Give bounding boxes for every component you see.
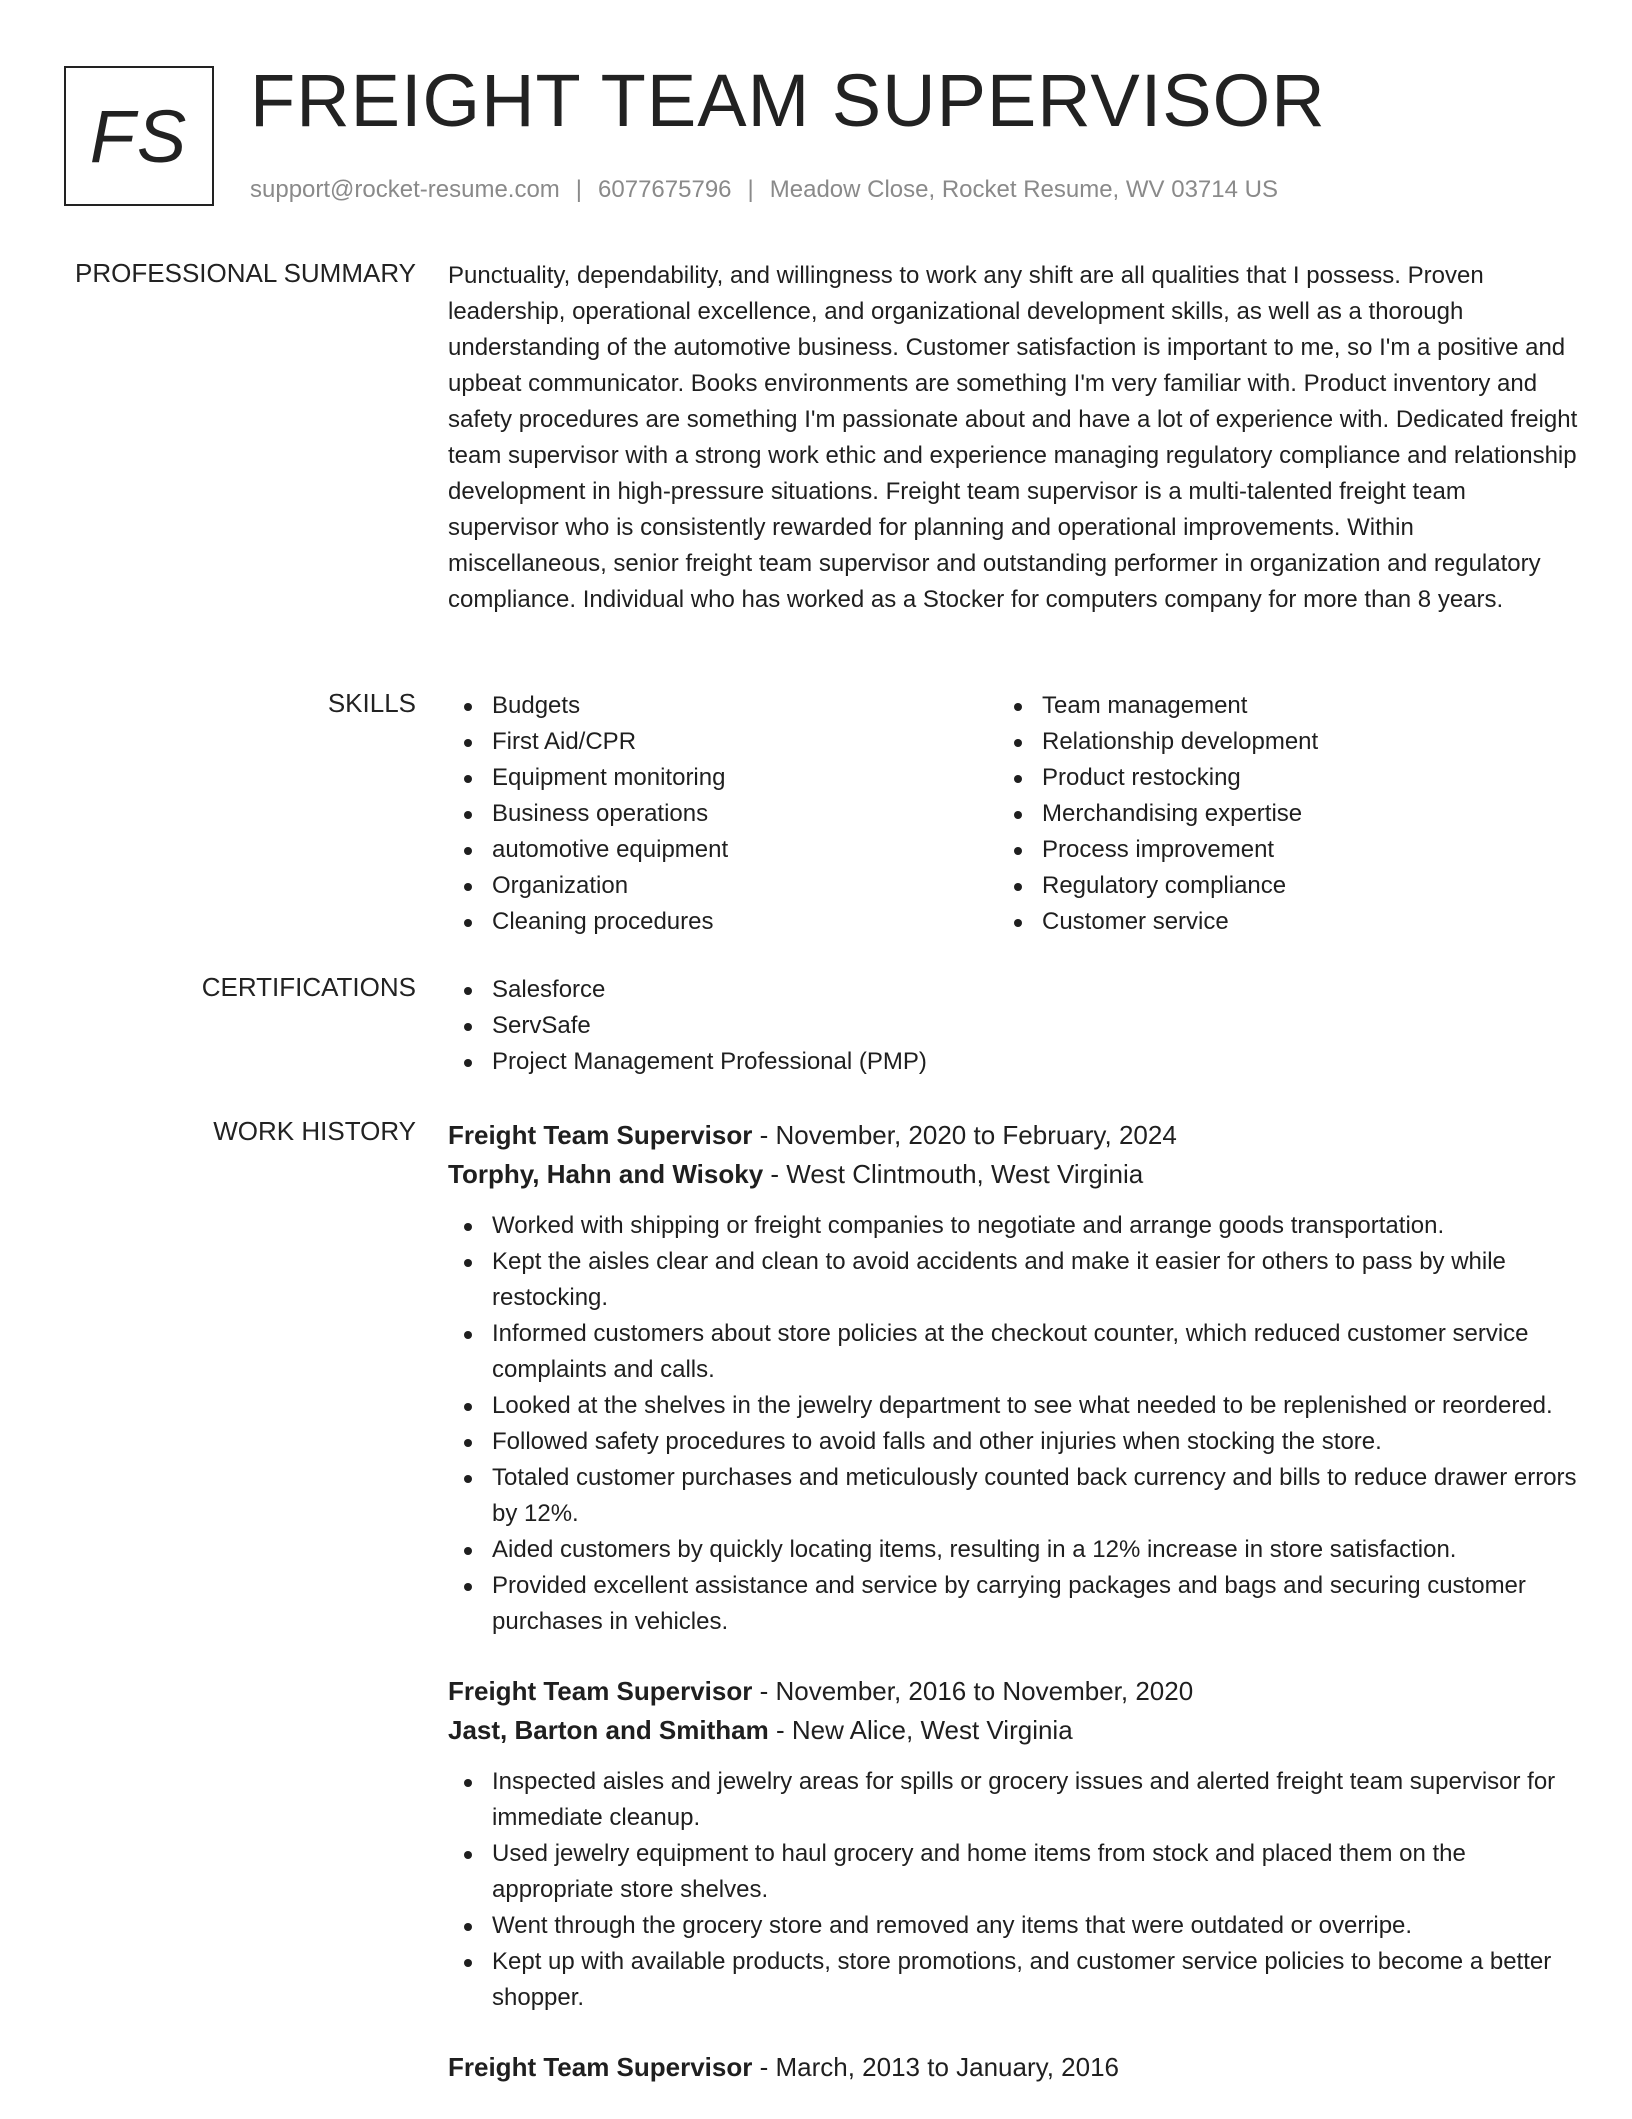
page-title: FREIGHT TEAM SUPERVISOR bbox=[250, 59, 1326, 142]
job-duty-item: Aided customers by quickly locating items, resulting in a 12% increase in store satisfaction. bbox=[448, 1532, 1578, 1568]
job-title-line bbox=[448, 2048, 1578, 2087]
certification-item: ServSafe bbox=[448, 1008, 1578, 1044]
skills-list-left bbox=[448, 688, 998, 940]
job-duties bbox=[448, 1764, 1578, 2016]
job-role: Freight Team Supervisor bbox=[448, 1676, 753, 1706]
skills-column-left bbox=[448, 688, 998, 940]
job-title-line bbox=[448, 1672, 1578, 1711]
work-history-heading: WORK HISTORY bbox=[213, 1116, 416, 1146]
job-dates: - March, 2013 to January, 2016 bbox=[752, 2052, 1119, 2082]
job-title-line bbox=[448, 1116, 1578, 1155]
monogram-badge bbox=[64, 66, 214, 206]
skill-item: Organization bbox=[448, 868, 998, 904]
job-company: Torphy, Hahn and Wisoky bbox=[448, 1159, 764, 1189]
work-history-body bbox=[448, 1116, 1578, 2119]
certification-item: Salesforce bbox=[448, 972, 1578, 1008]
job-company-line bbox=[448, 1711, 1578, 1750]
job-dates: - November, 2020 to February, 2024 bbox=[752, 1120, 1177, 1150]
job-duty-item: Followed safety procedures to avoid falls and other injuries when stocking the store. bbox=[448, 1424, 1578, 1460]
skills-column-right bbox=[998, 688, 1548, 940]
contact-email[interactable]: support@rocket-resume.com bbox=[250, 176, 560, 203]
job-duty-item: Kept up with available products, store promotions, and customer service policies to become a better shopper. bbox=[448, 1944, 1578, 2016]
summary-heading: PROFESSIONAL SUMMARY bbox=[75, 258, 416, 288]
job-duty-item: Looked at the shelves in the jewelry department to see what needed to be replenished or reordered. bbox=[448, 1388, 1578, 1424]
skills-list-right bbox=[998, 688, 1548, 940]
skill-item: Equipment monitoring bbox=[448, 760, 998, 796]
skill-item: Regulatory compliance bbox=[998, 868, 1548, 904]
contact-separator: | bbox=[575, 176, 583, 203]
certification-item: Project Management Professional (PMP) bbox=[448, 1044, 1578, 1080]
skill-item: Relationship development bbox=[998, 724, 1548, 760]
job-duty-item: Inspected aisles and jewelry areas for spills or grocery issues and alerted freight team supervisor for immediate cleanup. bbox=[448, 1764, 1578, 1836]
initials: FS bbox=[89, 94, 189, 178]
skill-item: Customer service bbox=[998, 904, 1548, 940]
contact-line bbox=[250, 176, 1278, 204]
job-role: Freight Team Supervisor bbox=[448, 1120, 753, 1150]
job-location: - West Clintmouth, West Virginia bbox=[763, 1159, 1144, 1189]
job-duty-item: Kept the aisles clear and clean to avoid accidents and make it easier for others to pass by while restocking. bbox=[448, 1244, 1578, 1316]
job-duty-item: Worked with shipping or freight companies to negotiate and arrange goods transportation. bbox=[448, 1208, 1578, 1244]
job-dates: - November, 2016 to November, 2020 bbox=[752, 1676, 1194, 1706]
skill-item: Cleaning procedures bbox=[448, 904, 998, 940]
skill-item: Team management bbox=[998, 688, 1548, 724]
skill-item: Business operations bbox=[448, 796, 998, 832]
certifications-list bbox=[448, 972, 1578, 1080]
job-company-line bbox=[448, 1155, 1578, 1194]
contact-phone[interactable]: 6077675796 bbox=[598, 176, 732, 203]
skill-item: automotive equipment bbox=[448, 832, 998, 868]
skills-body bbox=[448, 688, 1578, 940]
summary-text: Punctuality, dependability, and willingness to work any shift are all qualities that I possess. Proven leadership, operational excellence, and organizational development skills, as well as a thorough understanding of the automotive business. Customer satisfaction is important to me, so I'm a positive and upbeat communicator. Books environments are something I'm very familiar with. Product inventory and safety procedures are something I'm passionate about and have a lot of experience with. Dedicated freight team supervisor with a strong work ethic and experience managing regulatory compliance and relationship development in high-pressure situations. Freight team supervisor is a multi-talented freight team supervisor who is consistently rewarded for planning and operational improvements. Within miscellaneous, senior freight team supervisor and outstanding performer in organization and regulatory compliance. Individual who has worked as a Stocker for computers company for more than 8 years. bbox=[448, 262, 1578, 613]
job-duties bbox=[448, 1208, 1578, 1640]
job-role: Freight Team Supervisor bbox=[448, 2052, 753, 2082]
job-company: Jast, Barton and Smitham bbox=[448, 1715, 769, 1745]
job-entry bbox=[448, 1672, 1578, 2016]
job-duty-item: Provided excellent assistance and service by carrying packages and bags and securing customer purchases in vehicles. bbox=[448, 1568, 1578, 1640]
certifications-body bbox=[448, 972, 1578, 1080]
skill-item: Product restocking bbox=[998, 760, 1548, 796]
skill-item: Process improvement bbox=[998, 832, 1548, 868]
job-entry bbox=[448, 2048, 1578, 2087]
job-duty-item: Totaled customer purchases and meticulously counted back currency and bills to reduce drawer errors by 12%. bbox=[448, 1460, 1578, 1532]
job-entry bbox=[448, 1116, 1578, 1640]
job-duty-item: Went through the grocery store and removed any items that were outdated or overripe. bbox=[448, 1908, 1578, 1944]
certifications-heading: CERTIFICATIONS bbox=[201, 972, 416, 1002]
skill-item: First Aid/CPR bbox=[448, 724, 998, 760]
job-location: - New Alice, West Virginia bbox=[768, 1715, 1073, 1745]
job-duty-item: Used jewelry equipment to haul grocery and home items from stock and placed them on the appropriate store shelves. bbox=[448, 1836, 1578, 1908]
contact-separator: | bbox=[747, 176, 754, 203]
summary-body bbox=[448, 258, 1578, 618]
skill-item: Merchandising expertise bbox=[998, 796, 1548, 832]
contact-address: Meadow Close, Rocket Resume, WV 03714 US bbox=[769, 176, 1278, 203]
job-duty-item: Informed customers about store policies at the checkout counter, which reduced customer service complaints and calls. bbox=[448, 1316, 1578, 1388]
skills-heading: SKILLS bbox=[327, 688, 416, 718]
skill-item: Budgets bbox=[448, 688, 998, 724]
